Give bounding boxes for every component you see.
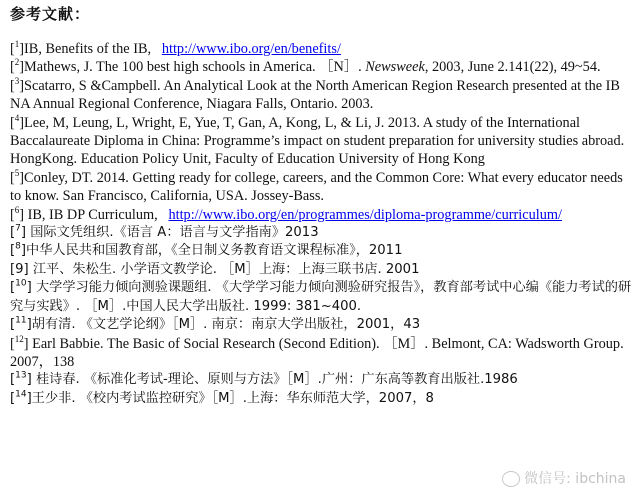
- reference-text: 中华人民共和国教育部，《全日制义务教育语文课程标准》，2011: [26, 243, 403, 259]
- reference-list: [10, 40, 634, 408]
- reference-text: [9] 江平、朱松生. 小学语文教学论. ［M］上海：上海三联书店. 2001: [10, 261, 420, 277]
- reference-link[interactable]: http://www.ibo.org/en/programmes/diploma-programme/curriculum/: [168, 206, 562, 223]
- references-heading: 参考文献：: [10, 5, 91, 23]
- reference-number: 1: [14, 39, 20, 50]
- reference-text: 桂诗春. 《标准化考试-理论、原则与方法》［M］.广州：广东高等教育出版社.1986: [31, 372, 518, 388]
- reference-entry: [$^6$] IB, IB DP Curriculum, http://www.ibo.org/en/programmes/diploma-programme/curriculum/: [10, 204, 562, 223]
- reference-number: 12: [14, 333, 24, 344]
- reference-text: IB, IB DP Curriculum,: [24, 206, 158, 223]
- reference-entry: [$^5$]Conley, DT. 2014. Getting ready for college, careers, and the Common Core: What every educator needs to know. San Francisco, California, USA. Jossey-Bass.: [10, 168, 623, 205]
- reference-text: 王少非. 《校内考试监控研究》［M］.上海：华东师范大学，2007，8: [31, 390, 434, 406]
- reference-entry: [$^3$]Scatarro, S &Campbell. An Analytical Look at the North American Region Research presented at the IB NA Annual Regional Conference, Niagara Falls, Ontario. 2003.: [10, 76, 620, 113]
- reference-entry: [$^2$]Mathews, J. The 100 best high schools in America. ［N］. Newsweek, 2003, June 2.141(22), 49~54.: [10, 57, 601, 76]
- reference-text: , 2003, June 2.141(22), 49~54.: [424, 59, 601, 76]
- reference-text: Conley, DT. 2014. Getting ready for college, careers, and the Common Core: What every educator needs to know. San Francisco, California, USA. Jossey-Bass.: [10, 169, 623, 205]
- reference-text: Mathews, J. The 100 best high schools in America. ［N］.: [24, 59, 366, 76]
- wechat-logo-icon: [502, 471, 520, 487]
- reference-number: 2: [14, 57, 20, 68]
- reference-entry: [$^7$] 国际文凭组织.《语言 A：语言与文学指南》2013: [10, 223, 319, 241]
- reference-number: 13: [15, 370, 27, 381]
- reference-number: 14: [15, 389, 27, 400]
- reference-number: 10: [15, 278, 27, 289]
- reference-text: Earl Babbie. The Basic of Social Research (Second Edition). ［M］. Belmont, CA: Wadsworth Group. 2007，138: [10, 335, 624, 370]
- reference-number: 4: [14, 112, 20, 123]
- reference-text: 国际文凭组织.《语言 A：语言与文学指南》2013: [26, 225, 319, 241]
- wechat-watermark: [502, 468, 626, 488]
- reference-entry: [10, 261, 634, 279]
- reference-entry: [$^{11}$]胡有清. 《文艺学论纲》［M］. 南京：南京大学出版社，2001，43: [10, 315, 421, 333]
- reference-entry: [$^{10}$] 大学学习能力倾向测验课题组. 《大学学习能力倾向测验研究报告》，教育部考试中心编《能力考试的研究与实践》. ［M］.中国人民大学出版社. 1999: 381~400.: [10, 278, 632, 314]
- reference-text: Newsweek: [365, 59, 425, 76]
- reference-entry: [$^8$]中华人民共和国教育部，《全日制义务教育语文课程标准》，2011: [10, 242, 403, 259]
- reference-entry: [$^{14}$]王少非. 《校内考试监控研究》［M］.上海：华东师范大学，2007，8: [10, 389, 434, 406]
- reference-link[interactable]: http://www.ibo.org/en/benefits/: [161, 41, 341, 57]
- reference-text: 胡有清. 《文艺学论纲》［M］. 南京：南京大学出版社，2001，43: [31, 317, 421, 333]
- watermark-text: 微信号: ibchina: [524, 471, 626, 487]
- reference-text: IB, Benefits of the IB,: [24, 41, 152, 57]
- reference-number: 5: [14, 168, 20, 179]
- reference-text: 大学学习能力倾向测验课题组. 《大学学习能力倾向测验研究报告》，教育部考试中心编《能力考试的研究与实践》. ［M］.中国人民大学出版社. 1999: 381~400.: [10, 280, 632, 314]
- reference-text: Scatarro, S &Campbell. An Analytical Look at the North American Region Research presented at the IB NA Annual Regional Conference, Niagara Falls, Ontario. 2003.: [10, 77, 620, 113]
- reference-text: Lee, M, Leung, L, Wright, E, Yue, T, Gan, A, Kong, L, & Li, J. 2013. A study of the International Baccalaureate Diploma in China: Programme’s impact on student preparation for university studies abroad. HongKong. Education Policy Unit, Faculty of Education University of Hong Kong: [10, 114, 625, 168]
- reference-entry: [$^{13}$] 桂诗春. 《标准化考试-理论、原则与方法》［M］.广州：广东高等教育出版社.1986: [10, 370, 518, 388]
- reference-entry: [$^{12}$] Earl Babbie. The Basic of Social Research (Second Edition). ［M］. Belmont, CA: Wadsworth Group. 2007，138: [10, 333, 624, 370]
- reference-entry: [$^4$]Lee, M, Leung, L, Wright, E, Yue, T, Gan, A, Kong, L, & Li, J. 2013. A study of the International Baccalaureate Diploma in China: Programme’s impact on student preparation for university studies abroad. HongKong. Education Policy Unit, Faculty of Education University of Hong Kong: [10, 112, 625, 168]
- reference-number: 7: [15, 223, 21, 234]
- reference-number: 11: [15, 315, 27, 326]
- reference-number: 6: [14, 204, 20, 215]
- reference-number: 3: [14, 76, 20, 87]
- reference-entry: [$^1$]IB, Benefits of the IB, http://www.ibo.org/en/benefits/: [10, 39, 341, 57]
- reference-number: 8: [15, 242, 21, 253]
